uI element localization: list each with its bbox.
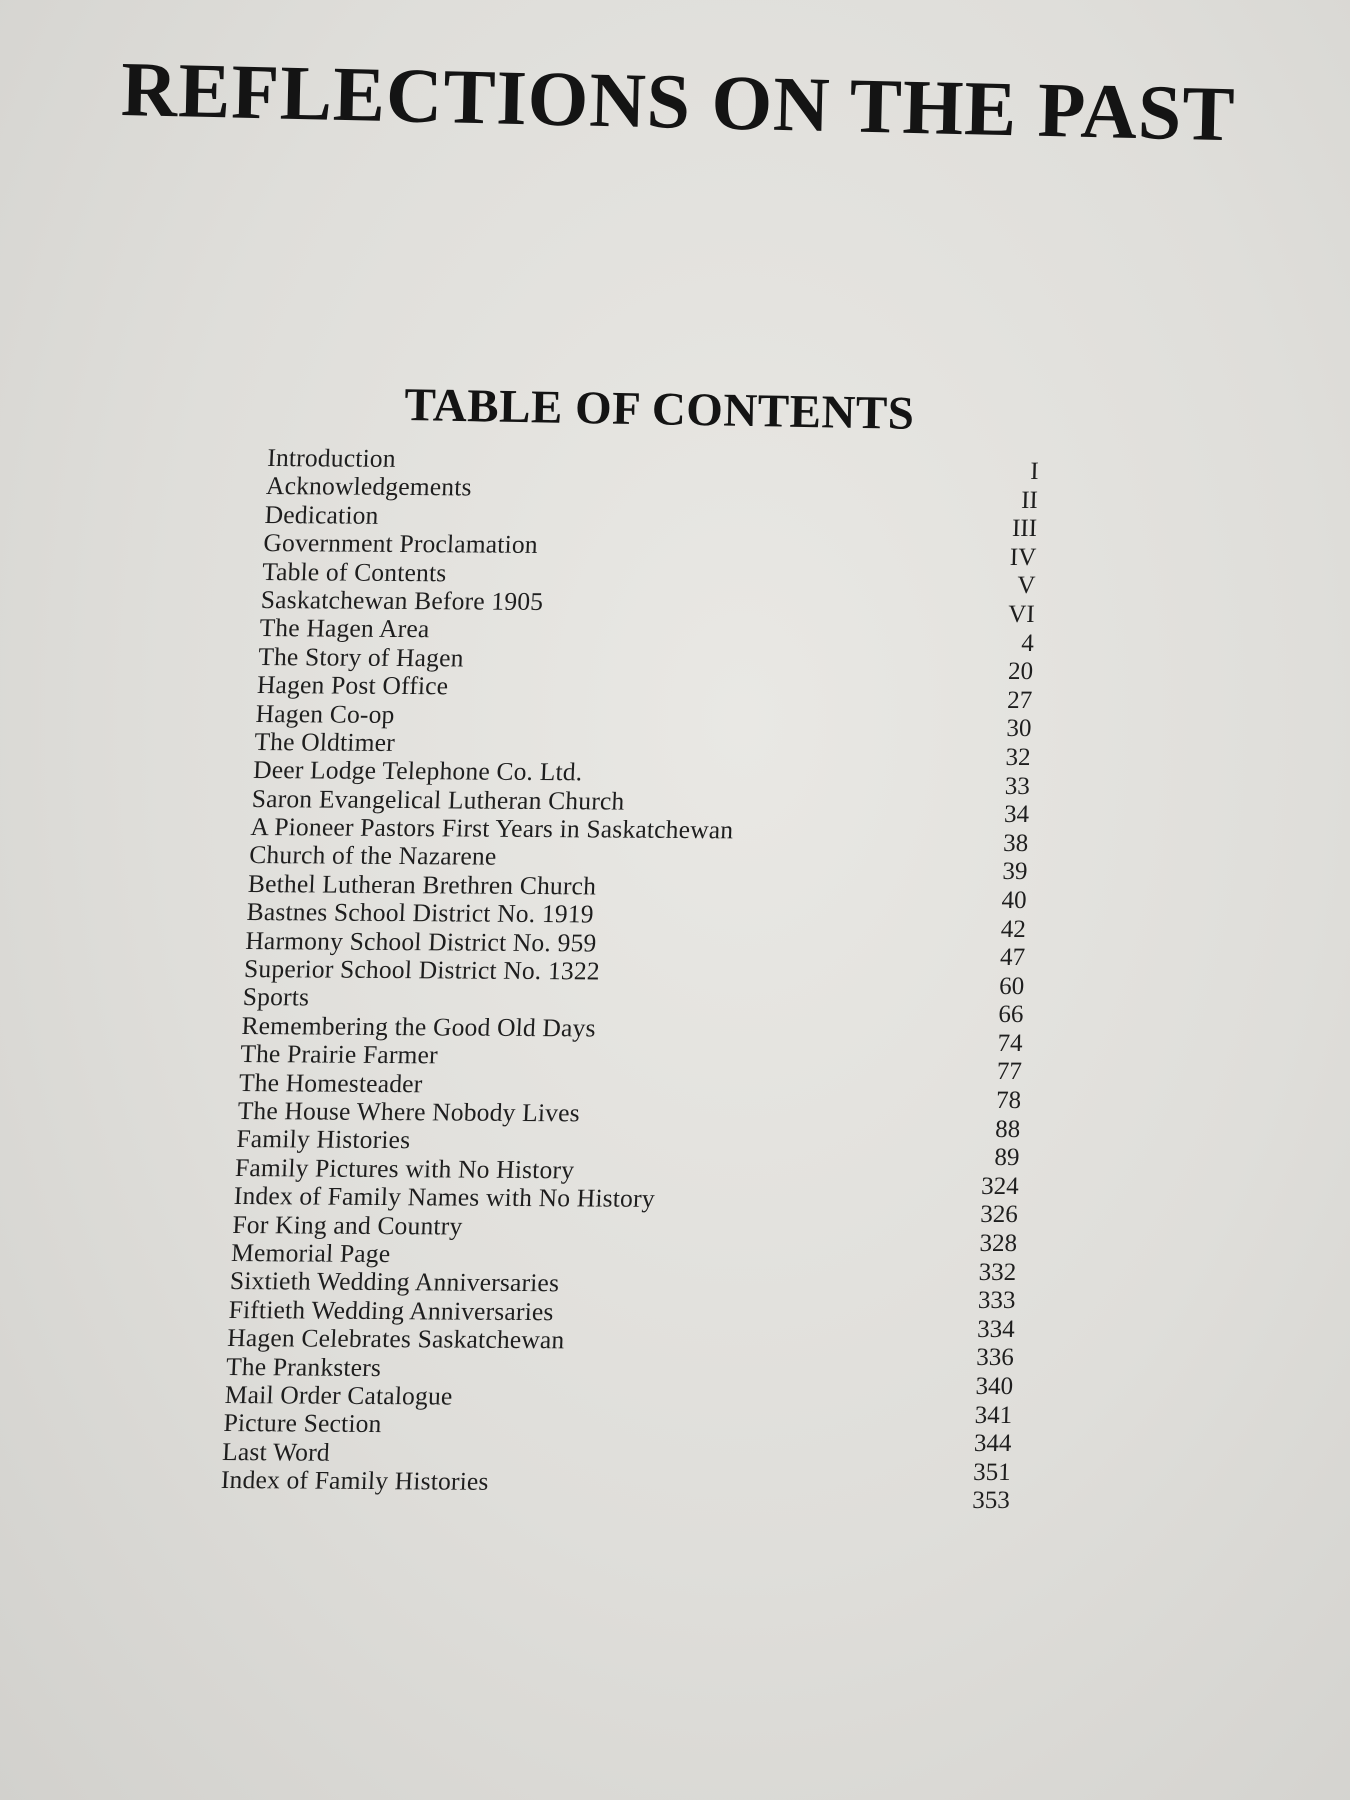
toc-entry-page-number: 351 (972, 1458, 1012, 1486)
toc-entry-title: Saskatchewan Before 1905 (260, 584, 544, 616)
toc-entry-title: Acknowledgements (265, 471, 473, 502)
toc-entry-page-number: 88 (994, 1115, 1021, 1143)
toc-entry-title: Harmony School District No. 959 (244, 925, 598, 958)
toc-entry-title: Sports (242, 982, 310, 1012)
toc-entry-page-number: 34 (1003, 801, 1030, 829)
toc-entry-title: Hagen Co-op (255, 698, 396, 729)
toc-entry-title: Superior School District No. 1322 (243, 954, 601, 986)
toc-page-number-column (945, 458, 1039, 1516)
toc-entry-title: Church of the Nazarene (248, 840, 498, 872)
toc-entry-title: Introduction (266, 443, 397, 473)
toc-entry-title: The House Where Nobody Lives (237, 1095, 581, 1128)
toc-entry-title: Sixtieth Wedding Anniversaries (229, 1266, 560, 1298)
toc-entry-page-number: IV (1009, 543, 1037, 571)
toc-entry-title: Index of Family Names with No History (233, 1181, 656, 1214)
toc-entry-page-number: 39 (1002, 858, 1028, 886)
toc-entry-page-number: 333 (977, 1287, 1016, 1315)
toc-entry-page-number: 341 (974, 1401, 1013, 1429)
toc-entry-page-number: 32 (1005, 743, 1032, 771)
toc-entry-title: The Pranksters (225, 1351, 382, 1382)
toc-entry-page-number: 27 (1006, 686, 1033, 714)
toc-entry-page-number: 336 (975, 1344, 1015, 1372)
toc-entry-title: A Pioneer Pastors First Years in Saskatchewan (249, 812, 734, 845)
toc-entry-title: Index of Family Histories (220, 1465, 490, 1496)
toc-title-column (220, 444, 868, 1499)
toc-entry-title: Last Word (221, 1436, 331, 1467)
toc-entry-title: Mail Order Catalogue (224, 1379, 454, 1411)
toc-entry-title: Bethel Lutheran Brethren Church (247, 868, 597, 901)
toc-entry-page-number: 77 (996, 1058, 1023, 1086)
toc-entry-title: The Story of Hagen (257, 641, 465, 673)
toc-entry-page-number: 334 (976, 1315, 1016, 1343)
toc-entry-title: Family Pictures with No History (234, 1152, 575, 1185)
toc-entry-page-number: 353 (971, 1487, 1011, 1515)
toc-entry-page-number: 60 (998, 972, 1025, 1000)
toc-entry-page-number: 328 (979, 1230, 1018, 1258)
toc-entry-page-number: II (1020, 486, 1039, 514)
toc-entry-title: The Homesteader (238, 1067, 424, 1098)
toc-entry-title: The Hagen Area (258, 613, 431, 644)
toc-entry-title: Dedication (264, 499, 380, 530)
toc-entry-page-number: 38 (1002, 829, 1029, 857)
toc-entry-page-number: 332 (978, 1258, 1017, 1286)
toc-entry-title: Government Proclamation (262, 528, 539, 560)
toc-entry-title: Deer Lodge Telephone Co. Ltd. (252, 755, 584, 787)
toc-entry-page-number: 47 (999, 944, 1026, 972)
toc-entry-page-number: 340 (975, 1373, 1014, 1400)
toc-entry-title: Remembering the Good Old Days (240, 1010, 597, 1043)
toc-entry-title: Saron Evangelical Lutheran Church (251, 783, 626, 816)
toc-entry-page-number: 324 (980, 1172, 1020, 1200)
toc-entry-title: Table of Contents (261, 556, 448, 587)
toc-entry-page-number: I (1029, 458, 1039, 485)
toc-entry-title: Fiftieth Wedding Anniversaries (228, 1294, 555, 1326)
toc-entry-page-number: III (1011, 515, 1038, 543)
toc-entry-page-number: 344 (973, 1430, 1012, 1458)
toc-entry-page-number: 66 (998, 1001, 1024, 1029)
toc-entry-title: Bastnes School District No. 1919 (246, 897, 595, 929)
toc-entry-page-number: 4 (1020, 629, 1035, 657)
toc-entry-page-number: 33 (1004, 772, 1031, 800)
toc-entry-page-number: 20 (1007, 658, 1034, 686)
toc-entry-page-number: 78 (995, 1087, 1022, 1115)
toc-entry-page-number: 40 (1001, 886, 1028, 914)
toc-entry-title: The Oldtimer (253, 726, 396, 757)
toc-entry-title: Memorial Page (230, 1237, 392, 1269)
toc-entry-title: Hagen Celebrates Saskatchewan (226, 1323, 566, 1355)
toc-entry-page-number: V (1016, 572, 1036, 600)
toc-entry-page-number: 89 (994, 1144, 1020, 1172)
toc-entry-title: The Prairie Farmer (239, 1039, 439, 1070)
toc-entry-page-number: 42 (1000, 915, 1027, 943)
toc-entry-page-number: 30 (1006, 715, 1032, 743)
toc-entry-title: Picture Section (222, 1408, 383, 1439)
toc-entry-page-number: VI (1007, 600, 1036, 628)
toc-entry-page-number: 326 (979, 1201, 1019, 1229)
toc-heading: TABLE OF CONTENTS (404, 378, 915, 440)
toc-entry-title: Hagen Post Office (256, 670, 449, 701)
book-title: REFLECTIONS ON THE PAST (120, 45, 1237, 158)
toc-entry-title: Family Histories (235, 1124, 411, 1155)
toc-entry-title: For King and Country (231, 1209, 464, 1241)
toc-entry-page-number: 74 (997, 1029, 1024, 1057)
